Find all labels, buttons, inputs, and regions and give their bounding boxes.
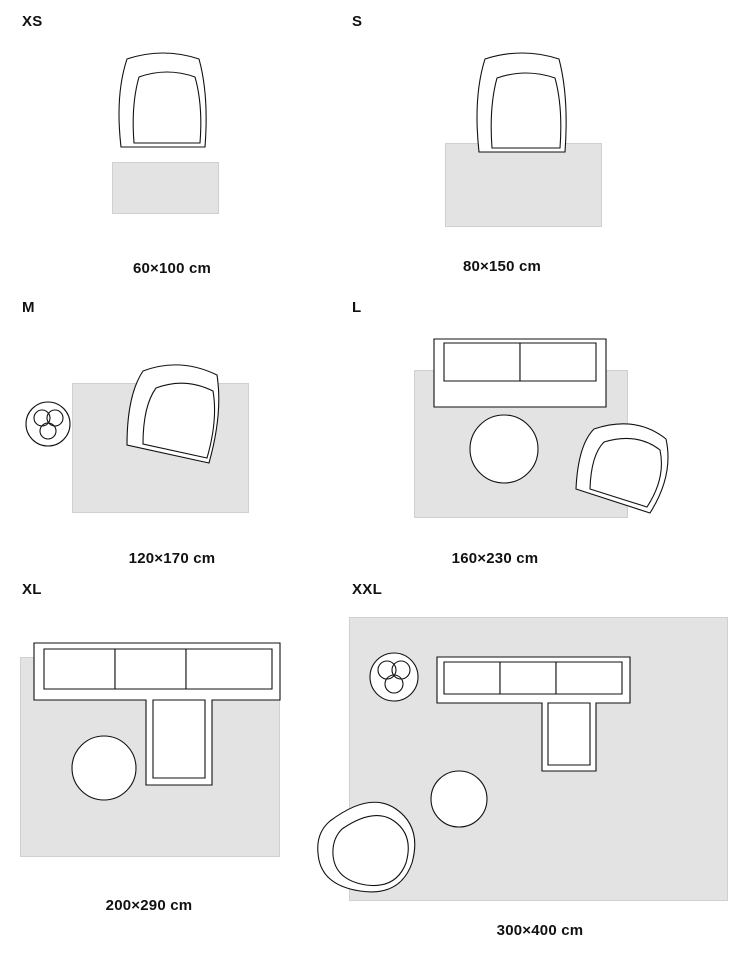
dimension-label-xs: 60×100 cm — [132, 260, 212, 277]
coffee-table-xxl — [431, 771, 487, 827]
size-label-xxl: XXL — [352, 581, 383, 598]
side-table-m — [26, 402, 70, 446]
armchair-xs — [22, 37, 322, 227]
size-cell-xl — [22, 582, 322, 913]
sectional-sofa-xl — [34, 643, 280, 785]
stage-m — [22, 329, 322, 529]
furniture-xl — [22, 613, 322, 878]
dimension-label-xxl: 300×400 cm — [496, 922, 584, 939]
size-cell-s — [352, 14, 652, 274]
size-label-s: S — [352, 13, 363, 30]
size-cell-xxl — [352, 582, 728, 938]
armchair-xxl — [318, 802, 415, 892]
stage-s — [352, 37, 652, 227]
sectional-sofa-xxl — [437, 657, 630, 771]
size-cell-xs — [22, 14, 322, 276]
size-label-m: M — [22, 299, 35, 316]
armchair-l — [576, 424, 668, 513]
stage-xl — [22, 613, 322, 878]
size-label-xl: XL — [22, 581, 42, 598]
dimension-label-xl: 200×290 cm — [105, 897, 193, 914]
furniture-l — [352, 329, 672, 529]
size-label-l: L — [352, 299, 362, 316]
size-cell-l — [352, 300, 672, 566]
dimension-label-m: 120×170 cm — [128, 550, 216, 567]
coffee-table-xl — [72, 736, 136, 800]
furniture-xxl — [352, 611, 728, 901]
dimension-label-l: 160×230 cm — [451, 550, 539, 567]
stage-l — [352, 329, 672, 529]
side-table-xxl — [370, 653, 418, 701]
armchair-s — [352, 37, 652, 227]
armchair-m — [127, 365, 219, 463]
sofa-l — [434, 339, 606, 407]
dimension-label-s: 80×150 cm — [462, 258, 542, 275]
size-label-xs: XS — [22, 13, 43, 30]
stage-xs — [22, 37, 322, 227]
furniture-m — [22, 329, 322, 529]
size-cell-m — [22, 300, 322, 566]
stage-xxl — [352, 611, 728, 901]
coffee-table-l — [470, 415, 538, 483]
